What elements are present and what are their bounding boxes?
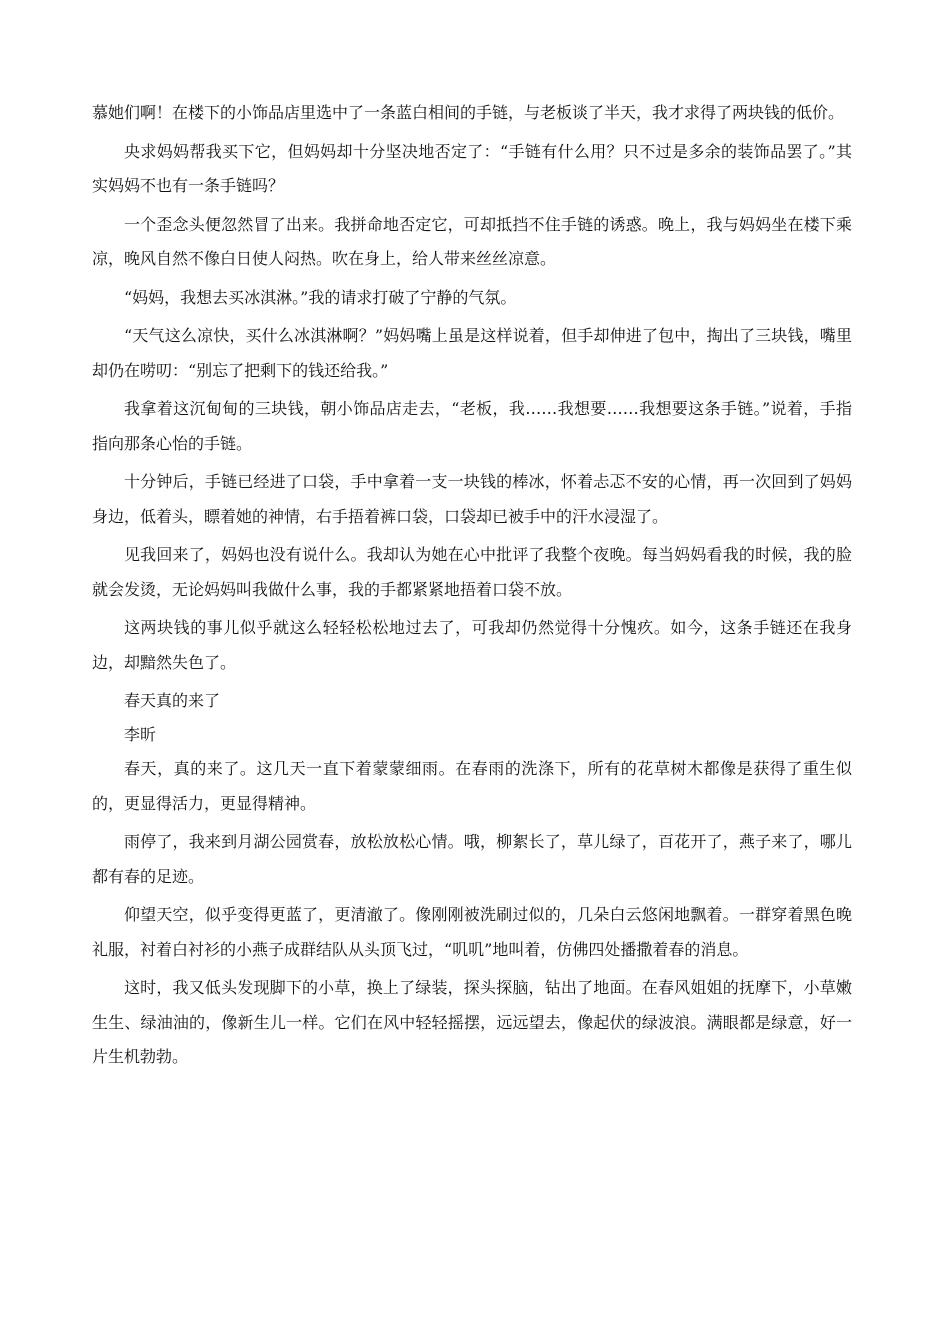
essay-title: 春天真的来了 bbox=[124, 691, 221, 710]
paragraph: 十分钟后，手链已经进了口袋，手中拿着一支一块钱的棒冰，怀着忐忑不安的心情，再一次回到了妈妈身边，低着头，瞟着她的神情，右手捂着裤口袋，口袋却已被手中的汗水浸湿了。 bbox=[92, 472, 852, 526]
paragraph: 见我回来了，妈妈也没有说什么。我却认为她在心中批评了我整个夜晚。每当妈妈看我的时候，我的脸就会发烫，无论妈妈叫我做什么事，我的手都紧紧地捂着口袋不放。 bbox=[92, 545, 852, 599]
essay-author: 李昕 bbox=[124, 725, 157, 744]
paragraph: 春天，真的来了。这几天一直下着蒙蒙细雨。在春雨的洗涤下，所有的花草树木都像是获得了重生似的，更显得活力，更显得精神。 bbox=[92, 759, 852, 813]
paragraph: “妈妈，我想去买冰淇淋。”我的请求打破了宁静的气氛。 bbox=[124, 287, 517, 307]
document-body bbox=[92, 96, 852, 1079]
paragraph: 一个歪念头便忽然冒了出来。我拼命地否定它，可却抵挡不住手链的诱惑。晚上，我与妈妈坐在楼下乘凉，晚风自然不像白日使人闷热。吹在身上，给人带来丝丝凉意。 bbox=[92, 214, 852, 268]
paragraph: 央求妈妈帮我买下它，但妈妈却十分坚决地否定了：“手链有什么用？只不过是多余的装饰品罢了。”其实妈妈不也有一条手链吗？ bbox=[92, 141, 852, 195]
paragraph-continued: 慕她们啊！在楼下的小饰品店里选中了一条蓝白相间的手链，与老板谈了半天，我才求得了两块钱的低价。 bbox=[92, 103, 845, 122]
paragraph: 这两块钱的事儿似乎就这么轻轻松松地过去了，可我却仍然觉得十分愧疚。如今，这条手链还在我身边，却黯然失色了。 bbox=[92, 618, 852, 672]
paragraph: 我拿着这沉甸甸的三块钱，朝小饰品店走去，“老板，我……我想要……我想要这条手链。”说着，手指指向那条心怡的手链。 bbox=[92, 399, 852, 453]
paragraph: 这时，我又低头发现脚下的小草，换上了绿装，探头探脑，钻出了地面。在春风姐姐的抚摩下，小草嫩生生、绿油油的，像新生儿一样。它们在风中轻轻摇摆，远远望去，像起伏的绿波浪。满眼都是绿意，好一片生机勃勃。 bbox=[92, 978, 852, 1066]
paragraph: “天气这么凉快，买什么冰淇淋啊？”妈妈嘴上虽是这样说着，但手却伸进了包中，掏出了三块钱，嘴里却仍在唠叨：“别忘了把剩下的钱还给我。” bbox=[92, 326, 852, 380]
paragraph: 仰望天空，似乎变得更蓝了，更清澈了。像刚刚被洗刷过似的，几朵白云悠闲地飘着。一群穿着黑色晚礼服，衬着白衬衫的小燕子成群结队从头顶飞过，“叽叽”地叫着，仿佛四处播撒着春的消息。 bbox=[92, 905, 852, 959]
paragraph: 雨停了，我来到月湖公园赏春，放松放松心情。哦，柳絮长了，草儿绿了，百花开了，燕子来了，哪儿都有春的足迹。 bbox=[92, 832, 852, 886]
